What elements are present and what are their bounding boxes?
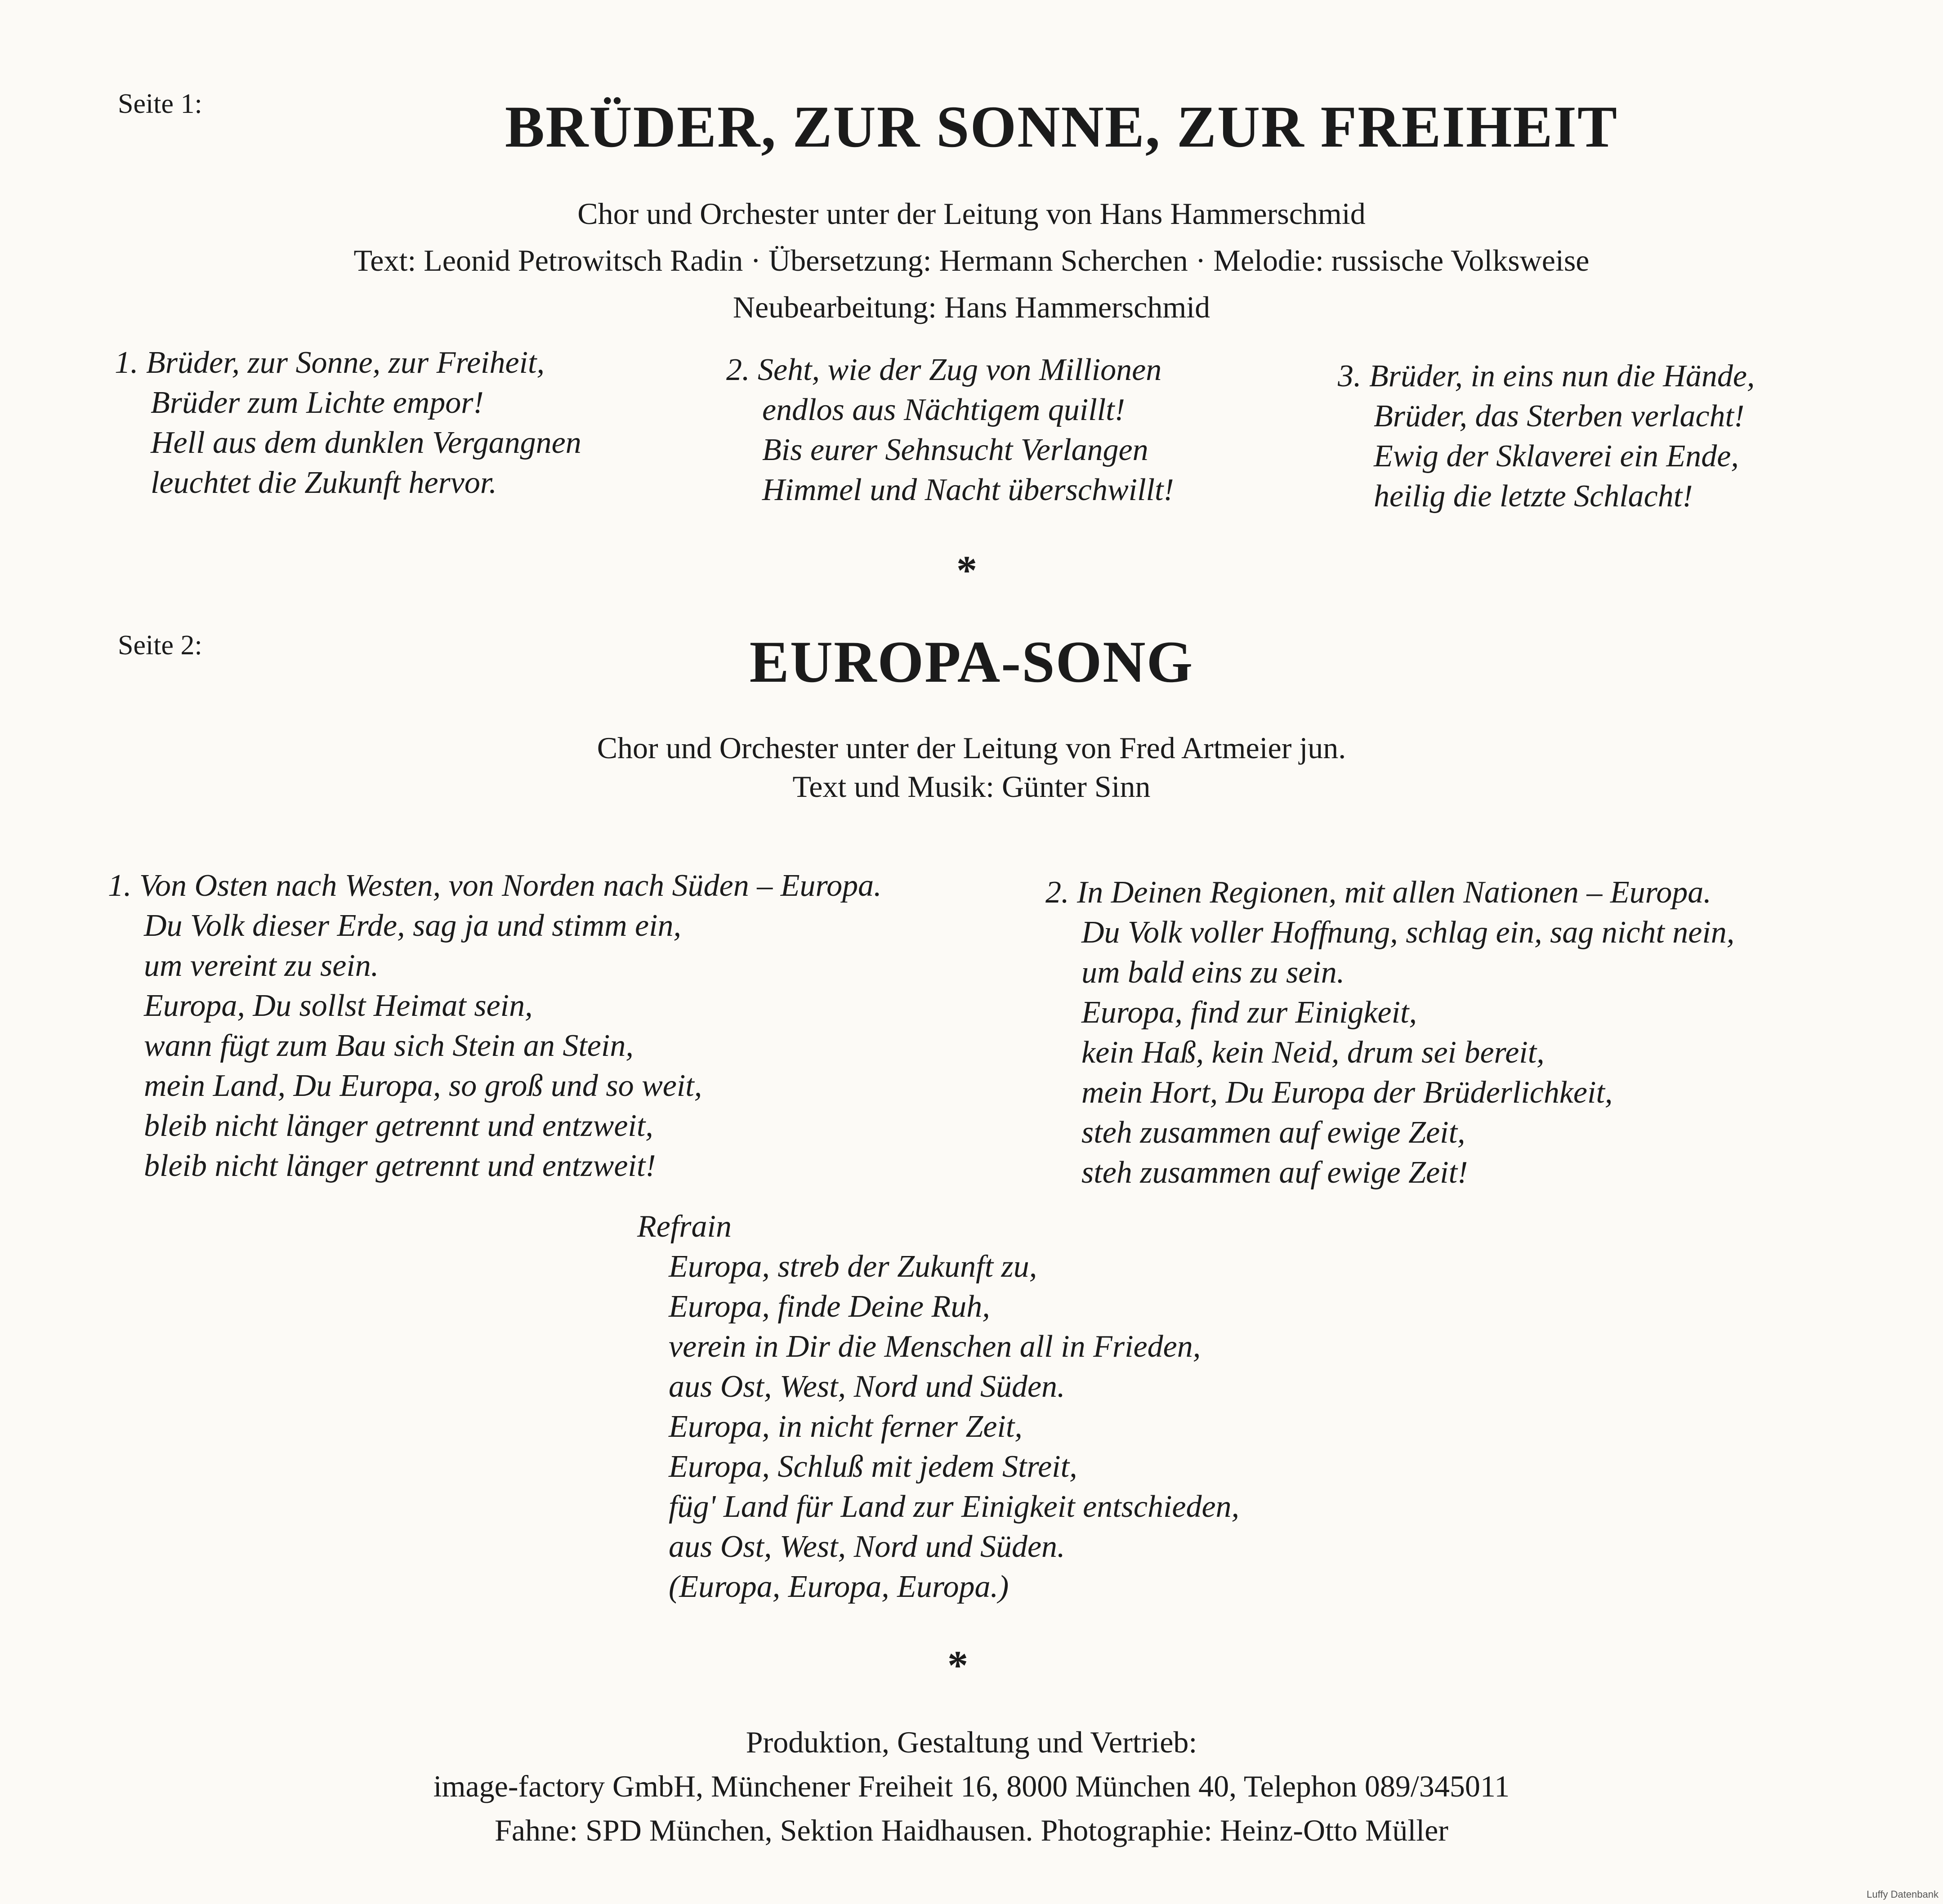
- refrain-line: verein in Dir die Menschen all in Frieden,: [669, 1329, 1201, 1364]
- side1-credit-line: Chor und Orchester unter der Leitung von Hans Hammerschmid: [577, 197, 1366, 231]
- side2-verse-2: [1045, 872, 1734, 1193]
- verse-line: mein Land, Du Europa, so groß und so weit,: [144, 1068, 702, 1103]
- verse-line: bleib nicht länger getrennt und entzweit!: [144, 1149, 656, 1183]
- verse-line: um vereint zu sein.: [144, 948, 379, 983]
- verse-line: wann fügt zum Bau sich Stein an Stein,: [144, 1028, 634, 1063]
- verse-line: heilig die letzte Schlacht!: [1374, 479, 1693, 514]
- side1-credits: [0, 190, 1943, 331]
- verse-line: 1. Von Osten nach Westen, von Norden nach Süden – Europa.: [108, 868, 882, 903]
- side2-title-text: EUROPA-SONG: [749, 629, 1194, 695]
- refrain-line: Europa, Schluß mit jedem Streit,: [669, 1449, 1077, 1484]
- footer-line: image-factory GmbH, Münchener Freiheit 16, 8000 München 40, Telephon 089/345011: [433, 1769, 1510, 1803]
- side1-verse-1: [115, 343, 581, 503]
- verse-line: leuchtet die Zukunft hervor.: [151, 465, 497, 500]
- footer-line: Fahne: SPD München, Sektion Haidhausen. Photographie: Heinz-Otto Müller: [495, 1813, 1448, 1847]
- side2-verse-1: [108, 866, 882, 1186]
- separator-asterisk: *: [956, 547, 977, 593]
- verse-line: Brüder, das Sterben verlacht!: [1374, 399, 1745, 434]
- verse-line: 3. Brüder, in eins nun die Hände,: [1338, 359, 1755, 393]
- verse-line: Hell aus dem dunklen Vergangnen: [151, 425, 581, 460]
- verse-line: Ewig der Sklaverei ein Ende,: [1374, 439, 1739, 474]
- refrain-line: Europa, streb der Zukunft zu,: [669, 1249, 1037, 1284]
- verse-line: Du Volk voller Hoffnung, schlag ein, sag nicht nein,: [1081, 915, 1735, 950]
- refrain-label: Refrain: [637, 1209, 732, 1244]
- verse-line: Brüder zum Lichte empor!: [151, 385, 484, 420]
- side1-credit-line: Neubearbeitung: Hans Hammerschmid: [733, 290, 1210, 324]
- side1-title: [0, 92, 1943, 161]
- refrain-line: aus Ost, West, Nord und Süden.: [669, 1529, 1065, 1564]
- verse-line: steh zusammen auf ewige Zeit!: [1081, 1155, 1468, 1190]
- verse-line: Europa, Du sollst Heimat sein,: [144, 988, 533, 1023]
- side1-label: Seite 1:: [118, 89, 202, 119]
- side2-credit-line: Text und Musik: Günter Sinn: [792, 769, 1151, 804]
- separator-asterisk: *: [947, 1642, 968, 1688]
- side2-credits: [0, 729, 1943, 806]
- refrain-line: aus Ost, West, Nord und Süden.: [669, 1369, 1065, 1404]
- verse-line: mein Hort, Du Europa der Brüderlichkeit,: [1081, 1075, 1613, 1110]
- verse-line: 2. In Deinen Regionen, mit allen Nationen – Europa.: [1045, 875, 1711, 910]
- verse-line: Du Volk dieser Erde, sag ja und stimm ein,: [144, 908, 682, 943]
- refrain: [637, 1207, 1239, 1607]
- production-credits: [0, 1720, 1943, 1852]
- verse-line: Bis eurer Sehnsucht Verlangen: [762, 433, 1148, 467]
- verse-line: steh zusammen auf ewige Zeit,: [1081, 1115, 1465, 1150]
- verse-line: um bald eins zu sein.: [1081, 955, 1345, 990]
- side2-label: Seite 2:: [118, 630, 202, 661]
- side2-title: [0, 627, 1943, 696]
- side1-title-text: BRÜDER, ZUR SONNE, ZUR FREIHEIT: [505, 94, 1618, 160]
- side1-verse-3: [1338, 356, 1755, 516]
- verse-line: 2. Seht, wie der Zug von Millionen: [726, 353, 1162, 387]
- refrain-line: Europa, finde Deine Ruh,: [669, 1289, 990, 1324]
- footer-line: Produktion, Gestaltung und Vertrieb:: [746, 1725, 1197, 1759]
- side1-credit-line: Text: Leonid Petrowitsch Radin · Übersetzung: Hermann Scherchen · Melodie: russische Volksweise: [353, 243, 1590, 277]
- refrain-line: Europa, in nicht ferner Zeit,: [669, 1409, 1023, 1444]
- verse-line: endlos aus Nächtigem quillt!: [762, 393, 1125, 427]
- side2-credit-line: Chor und Orchester unter der Leitung von Fred Artmeier jun.: [597, 731, 1346, 765]
- refrain-line: füg' Land für Land zur Einigkeit entschieden,: [669, 1489, 1240, 1524]
- verse-line: bleib nicht länger getrennt und entzweit,: [144, 1108, 653, 1143]
- verse-line: kein Haß, kein Neid, drum sei bereit,: [1081, 1035, 1545, 1070]
- verse-line: Himmel und Nacht überschwillt!: [762, 473, 1174, 507]
- watermark: Luffy Datenbank: [1867, 1889, 1939, 1900]
- verse-line: Europa, find zur Einigkeit,: [1081, 995, 1417, 1030]
- verse-line: 1. Brüder, zur Sonne, zur Freiheit,: [115, 345, 545, 380]
- refrain-line: (Europa, Europa, Europa.): [669, 1569, 1009, 1604]
- side1-verse-2: [726, 350, 1174, 510]
